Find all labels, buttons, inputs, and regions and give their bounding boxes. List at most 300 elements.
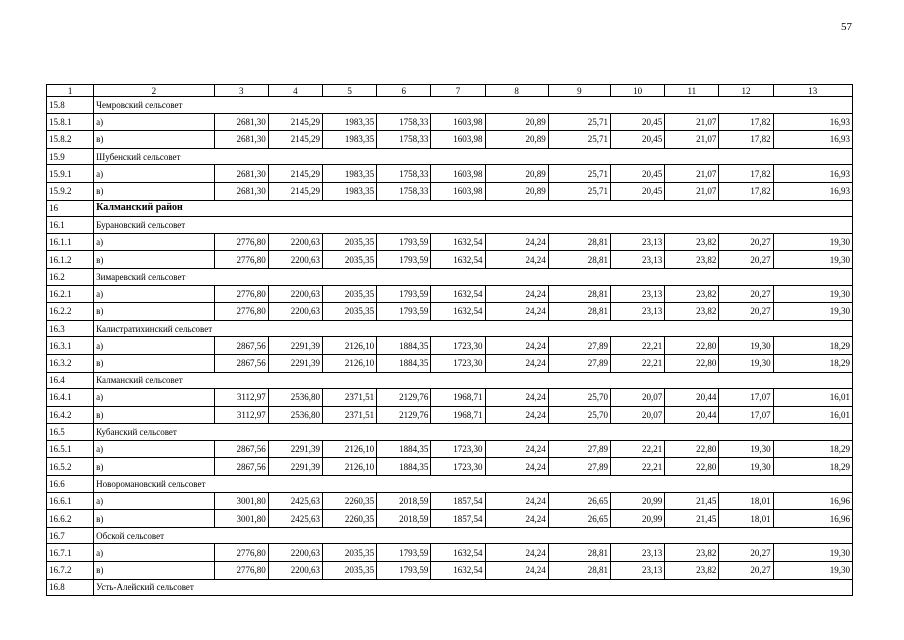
row-code: 16.2 <box>47 268 94 285</box>
section-row <box>47 527 853 544</box>
table-cell: 2129,76 <box>377 406 431 424</box>
table-cell: 20,89 <box>485 165 548 183</box>
district-row <box>47 200 853 217</box>
column-header: 2 <box>94 85 214 97</box>
table-cell: 28,81 <box>548 303 610 321</box>
table-cell: 24,24 <box>485 406 548 424</box>
table-cell: 19,30 <box>773 303 852 321</box>
table-cell: 28,81 <box>548 285 610 303</box>
table-cell: 2018,59 <box>377 492 431 510</box>
table-cell: 23,82 <box>665 251 719 269</box>
table-cell: 24,24 <box>485 389 548 407</box>
table-cell: 24,24 <box>485 251 548 269</box>
table-cell: 20,27 <box>719 544 773 562</box>
table-cell: 2126,10 <box>322 458 376 476</box>
table-cell: 2200,63 <box>268 303 322 321</box>
table-cell: 25,70 <box>548 389 610 407</box>
table-cell: 20,07 <box>611 389 665 407</box>
section-title: Чемровский сельсовет <box>94 97 853 114</box>
row-label: а) <box>94 440 214 458</box>
table-cell: 24,24 <box>485 544 548 562</box>
table-cell: 1758,33 <box>377 113 431 131</box>
table-cell: 2200,63 <box>268 544 322 562</box>
row-code: 16.3 <box>47 320 94 337</box>
table-cell: 1793,59 <box>377 233 431 251</box>
section-title: Усть-Алейский сельсовет <box>94 579 853 596</box>
table-cell: 21,45 <box>665 492 719 510</box>
table-cell: 21,07 <box>665 113 719 131</box>
row-code: 16.4.2 <box>47 406 94 424</box>
row-label: в) <box>94 406 214 424</box>
row-code: 15.9.1 <box>47 165 94 183</box>
row-code: 15.8 <box>47 97 94 114</box>
table-cell: 27,89 <box>548 440 610 458</box>
table-cell: 2035,35 <box>322 562 376 580</box>
table-cell: 16,01 <box>773 406 852 424</box>
section-row <box>47 217 853 234</box>
table-cell: 1793,59 <box>377 251 431 269</box>
table-cell: 2867,56 <box>214 354 268 372</box>
table-cell: 2035,35 <box>322 303 376 321</box>
table-cell: 3001,80 <box>214 510 268 528</box>
table-cell: 18,01 <box>719 510 773 528</box>
table-cell: 2126,10 <box>322 337 376 355</box>
column-header: 5 <box>322 85 376 97</box>
row-code: 16.3.2 <box>47 354 94 372</box>
table-cell: 19,30 <box>773 285 852 303</box>
row-label: а) <box>94 492 214 510</box>
table-cell: 2867,56 <box>214 337 268 355</box>
table-cell: 24,24 <box>485 337 548 355</box>
table-cell: 20,89 <box>485 182 548 200</box>
row-code: 16.6 <box>47 476 94 493</box>
row-code: 15.9.2 <box>47 182 94 200</box>
table-cell: 1884,35 <box>377 337 431 355</box>
table-cell: 20,44 <box>665 406 719 424</box>
column-header: 10 <box>611 85 665 97</box>
table-cell: 1603,98 <box>431 113 485 131</box>
table-cell: 28,81 <box>548 562 610 580</box>
table-cell: 2145,29 <box>268 165 322 183</box>
table-cell: 2536,80 <box>268 389 322 407</box>
table-cell: 23,13 <box>611 562 665 580</box>
table-row <box>47 165 853 183</box>
table-cell: 20,27 <box>719 251 773 269</box>
table-cell: 2425,63 <box>268 492 322 510</box>
table-cell: 20,89 <box>485 113 548 131</box>
table-cell: 19,30 <box>719 440 773 458</box>
table-cell: 2291,39 <box>268 337 322 355</box>
table-cell: 2776,80 <box>214 251 268 269</box>
table-row <box>47 337 853 355</box>
column-header: 8 <box>485 85 548 97</box>
table-cell: 2260,35 <box>322 510 376 528</box>
row-code: 15.8.2 <box>47 131 94 149</box>
data-table <box>46 84 853 596</box>
table-row <box>47 182 853 200</box>
table-row <box>47 458 853 476</box>
row-label: а) <box>94 285 214 303</box>
table-cell: 2776,80 <box>214 303 268 321</box>
table-row <box>47 303 853 321</box>
table-cell: 23,82 <box>665 303 719 321</box>
table-cell: 2018,59 <box>377 510 431 528</box>
table-cell: 20,99 <box>611 510 665 528</box>
table-cell: 1983,35 <box>322 131 376 149</box>
column-header: 11 <box>665 85 719 97</box>
table-cell: 25,71 <box>548 113 610 131</box>
table-cell: 20,45 <box>611 131 665 149</box>
table-cell: 20,89 <box>485 131 548 149</box>
section-title: Обской сельсовет <box>94 527 853 544</box>
section-row <box>47 320 853 337</box>
table-cell: 28,81 <box>548 251 610 269</box>
table-cell: 1723,30 <box>431 337 485 355</box>
table-cell: 23,13 <box>611 233 665 251</box>
row-code: 16.7.2 <box>47 562 94 580</box>
column-header: 9 <box>548 85 610 97</box>
table-cell: 1857,54 <box>431 510 485 528</box>
table-cell: 22,80 <box>665 440 719 458</box>
table-cell: 23,13 <box>611 251 665 269</box>
table-cell: 1857,54 <box>431 492 485 510</box>
row-code: 16.7.1 <box>47 544 94 562</box>
row-code: 16.6.2 <box>47 510 94 528</box>
table-cell: 20,27 <box>719 233 773 251</box>
table-cell: 2371,51 <box>322 389 376 407</box>
table-cell: 1632,54 <box>431 303 485 321</box>
row-code: 16.7 <box>47 527 94 544</box>
row-label: а) <box>94 544 214 562</box>
table-cell: 16,93 <box>773 113 852 131</box>
table-cell: 24,24 <box>485 354 548 372</box>
table-cell: 1723,30 <box>431 354 485 372</box>
section-title: Калистратихинский сельсовет <box>94 320 853 337</box>
table-cell: 23,13 <box>611 544 665 562</box>
row-code: 16.5.2 <box>47 458 94 476</box>
table-cell: 18,29 <box>773 354 852 372</box>
table-cell: 19,30 <box>719 337 773 355</box>
row-label: а) <box>94 113 214 131</box>
table-cell: 1793,59 <box>377 544 431 562</box>
table-row <box>47 251 853 269</box>
section-row <box>47 268 853 285</box>
table-cell: 16,93 <box>773 131 852 149</box>
table-cell: 2681,30 <box>214 131 268 149</box>
row-label: в) <box>94 131 214 149</box>
row-label: в) <box>94 303 214 321</box>
table-cell: 2291,39 <box>268 354 322 372</box>
table-cell: 16,96 <box>773 510 852 528</box>
table-cell: 28,81 <box>548 544 610 562</box>
table-cell: 1884,35 <box>377 354 431 372</box>
table-cell: 2681,30 <box>214 182 268 200</box>
table-cell: 1758,33 <box>377 182 431 200</box>
row-code: 16.2.1 <box>47 285 94 303</box>
section-title: Шубенский сельсовет <box>94 148 853 165</box>
table-cell: 27,89 <box>548 354 610 372</box>
table-cell: 2776,80 <box>214 233 268 251</box>
column-header: 3 <box>214 85 268 97</box>
table-cell: 22,21 <box>611 354 665 372</box>
table-cell: 17,82 <box>719 182 773 200</box>
row-code: 15.8.1 <box>47 113 94 131</box>
table-cell: 2200,63 <box>268 251 322 269</box>
table-cell: 23,13 <box>611 303 665 321</box>
table-cell: 23,82 <box>665 562 719 580</box>
table-cell: 16,93 <box>773 165 852 183</box>
table-cell: 22,80 <box>665 354 719 372</box>
table-cell: 24,24 <box>485 285 548 303</box>
table-row <box>47 113 853 131</box>
table-cell: 1983,35 <box>322 165 376 183</box>
table-cell: 1758,33 <box>377 131 431 149</box>
table-cell: 1723,30 <box>431 440 485 458</box>
table-row <box>47 131 853 149</box>
table-row <box>47 285 853 303</box>
table-cell: 27,89 <box>548 458 610 476</box>
row-label: в) <box>94 458 214 476</box>
table-header-row <box>47 85 853 97</box>
table-cell: 17,82 <box>719 165 773 183</box>
row-code: 15.9 <box>47 148 94 165</box>
table-cell: 2260,35 <box>322 492 376 510</box>
table-cell: 2536,80 <box>268 406 322 424</box>
table-cell: 2776,80 <box>214 544 268 562</box>
table-cell: 24,24 <box>485 440 548 458</box>
table-cell: 1632,54 <box>431 233 485 251</box>
table-cell: 2145,29 <box>268 182 322 200</box>
table-cell: 20,45 <box>611 165 665 183</box>
column-header: 1 <box>47 85 94 97</box>
table-cell: 17,07 <box>719 389 773 407</box>
row-label: в) <box>94 510 214 528</box>
table-cell: 2035,35 <box>322 285 376 303</box>
table-cell: 1793,59 <box>377 303 431 321</box>
row-label: а) <box>94 233 214 251</box>
table-cell: 26,65 <box>548 492 610 510</box>
table-cell: 2425,63 <box>268 510 322 528</box>
table-cell: 21,07 <box>665 182 719 200</box>
row-code: 16.8 <box>47 579 94 596</box>
row-code: 16.1.1 <box>47 233 94 251</box>
table-row <box>47 510 853 528</box>
table-cell: 22,21 <box>611 337 665 355</box>
row-label: а) <box>94 165 214 183</box>
table-row <box>47 406 853 424</box>
table-cell: 21,45 <box>665 510 719 528</box>
table-cell: 2035,35 <box>322 233 376 251</box>
table-cell: 1884,35 <box>377 440 431 458</box>
table-cell: 2867,56 <box>214 458 268 476</box>
column-header: 6 <box>377 85 431 97</box>
column-header: 13 <box>773 85 852 97</box>
table-cell: 17,82 <box>719 113 773 131</box>
table-cell: 18,29 <box>773 458 852 476</box>
table-row <box>47 562 853 580</box>
table-cell: 23,82 <box>665 233 719 251</box>
table-cell: 1632,54 <box>431 562 485 580</box>
table-cell: 20,99 <box>611 492 665 510</box>
table-cell: 1793,59 <box>377 562 431 580</box>
table-cell: 18,29 <box>773 440 852 458</box>
page-number: 57 <box>841 21 852 33</box>
table-cell: 24,24 <box>485 233 548 251</box>
table-cell: 2867,56 <box>214 440 268 458</box>
table-cell: 3112,97 <box>214 406 268 424</box>
table-cell: 25,71 <box>548 131 610 149</box>
table-cell: 23,82 <box>665 285 719 303</box>
row-code: 16.4.1 <box>47 389 94 407</box>
table-cell: 21,07 <box>665 131 719 149</box>
table-cell: 25,71 <box>548 182 610 200</box>
table-cell: 2776,80 <box>214 562 268 580</box>
table-cell: 17,07 <box>719 406 773 424</box>
table-cell: 2126,10 <box>322 440 376 458</box>
table-cell: 2681,30 <box>214 165 268 183</box>
table-cell: 3112,97 <box>214 389 268 407</box>
table-cell: 24,24 <box>485 562 548 580</box>
table-cell: 24,24 <box>485 458 548 476</box>
table-cell: 1723,30 <box>431 458 485 476</box>
table-cell: 19,30 <box>773 233 852 251</box>
table-cell: 22,21 <box>611 458 665 476</box>
table-cell: 2145,29 <box>268 131 322 149</box>
table-cell: 2291,39 <box>268 440 322 458</box>
section-title: Калманский сельсовет <box>94 372 853 389</box>
row-label: в) <box>94 251 214 269</box>
table-cell: 1793,59 <box>377 285 431 303</box>
table-cell: 3001,80 <box>214 492 268 510</box>
table-cell: 1603,98 <box>431 182 485 200</box>
table-cell: 2371,51 <box>322 406 376 424</box>
table-cell: 17,82 <box>719 131 773 149</box>
table-cell: 28,81 <box>548 233 610 251</box>
table-cell: 2200,63 <box>268 233 322 251</box>
table-cell: 2200,63 <box>268 562 322 580</box>
table-cell: 16,93 <box>773 182 852 200</box>
row-code: 16.4 <box>47 372 94 389</box>
table-cell: 16,01 <box>773 389 852 407</box>
row-label: в) <box>94 562 214 580</box>
section-row <box>47 424 853 441</box>
table-cell: 1968,71 <box>431 406 485 424</box>
section-row <box>47 372 853 389</box>
row-code: 16.5.1 <box>47 440 94 458</box>
section-row <box>47 97 853 114</box>
table-cell: 2200,63 <box>268 285 322 303</box>
column-header: 4 <box>268 85 322 97</box>
table-cell: 1603,98 <box>431 165 485 183</box>
table-cell: 1632,54 <box>431 251 485 269</box>
table-cell: 18,01 <box>719 492 773 510</box>
table-cell: 1632,54 <box>431 544 485 562</box>
row-code: 16.2.2 <box>47 303 94 321</box>
section-title: Новоромановский сельсовет <box>94 476 853 493</box>
section-title: Бурановский сельсовет <box>94 217 853 234</box>
row-label: а) <box>94 337 214 355</box>
table-cell: 22,80 <box>665 337 719 355</box>
column-header: 12 <box>719 85 773 97</box>
section-title: Кубанский сельсовет <box>94 424 853 441</box>
row-label: в) <box>94 354 214 372</box>
table-cell: 1603,98 <box>431 131 485 149</box>
table-cell: 24,24 <box>485 510 548 528</box>
table-row <box>47 492 853 510</box>
table-cell: 2291,39 <box>268 458 322 476</box>
table-cell: 1968,71 <box>431 389 485 407</box>
table-cell: 23,13 <box>611 285 665 303</box>
table-cell: 21,07 <box>665 165 719 183</box>
table-cell: 1884,35 <box>377 458 431 476</box>
row-code: 16 <box>47 200 94 217</box>
table-cell: 2681,30 <box>214 113 268 131</box>
table-row <box>47 354 853 372</box>
row-code: 16.1.2 <box>47 251 94 269</box>
table-cell: 19,30 <box>773 251 852 269</box>
section-title: Зимаревский сельсовет <box>94 268 853 285</box>
table-cell: 27,89 <box>548 337 610 355</box>
table-cell: 20,27 <box>719 285 773 303</box>
table-cell: 2035,35 <box>322 251 376 269</box>
table-cell: 25,70 <box>548 406 610 424</box>
table-cell: 26,65 <box>548 510 610 528</box>
row-label: а) <box>94 389 214 407</box>
table-cell: 25,71 <box>548 165 610 183</box>
table-cell: 20,45 <box>611 182 665 200</box>
table-cell: 23,82 <box>665 544 719 562</box>
table-cell: 2776,80 <box>214 285 268 303</box>
row-code: 16.6.1 <box>47 492 94 510</box>
table-cell: 22,80 <box>665 458 719 476</box>
row-code: 16.5 <box>47 424 94 441</box>
table-cell: 1983,35 <box>322 182 376 200</box>
table-row <box>47 233 853 251</box>
section-row <box>47 148 853 165</box>
table-cell: 1758,33 <box>377 165 431 183</box>
row-label: в) <box>94 182 214 200</box>
table-cell: 20,27 <box>719 303 773 321</box>
row-code: 16.3.1 <box>47 337 94 355</box>
table-cell: 22,21 <box>611 440 665 458</box>
table-cell: 2129,76 <box>377 389 431 407</box>
table-cell: 19,30 <box>773 544 852 562</box>
table-cell: 20,07 <box>611 406 665 424</box>
table-cell: 1632,54 <box>431 285 485 303</box>
table-cell: 24,24 <box>485 303 548 321</box>
table-cell: 19,30 <box>719 354 773 372</box>
table-cell: 20,27 <box>719 562 773 580</box>
table-cell: 20,45 <box>611 113 665 131</box>
column-header: 7 <box>431 85 485 97</box>
table-cell: 2145,29 <box>268 113 322 131</box>
table-cell: 19,30 <box>773 562 852 580</box>
table-row <box>47 544 853 562</box>
table-cell: 24,24 <box>485 492 548 510</box>
table-cell: 16,96 <box>773 492 852 510</box>
section-row <box>47 579 853 596</box>
section-row <box>47 476 853 493</box>
table-cell: 2035,35 <box>322 544 376 562</box>
table-row <box>47 440 853 458</box>
table-cell: 19,30 <box>719 458 773 476</box>
table-row <box>47 389 853 407</box>
table-cell: 18,29 <box>773 337 852 355</box>
district-title: Калманский район <box>94 200 853 217</box>
table-cell: 20,44 <box>665 389 719 407</box>
row-code: 16.1 <box>47 217 94 234</box>
table-cell: 1983,35 <box>322 113 376 131</box>
